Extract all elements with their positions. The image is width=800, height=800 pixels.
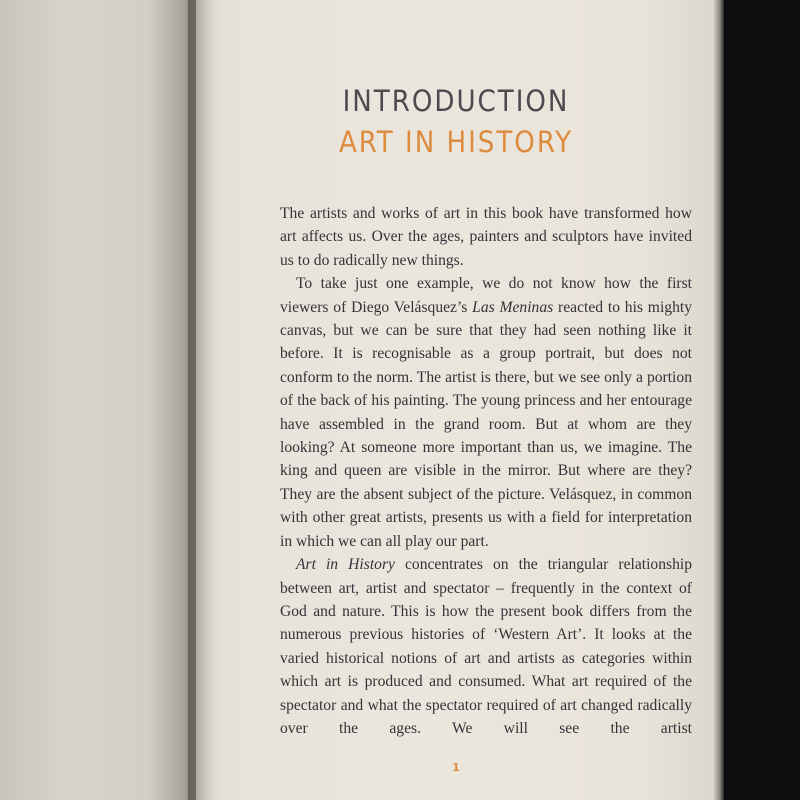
paragraph-2 — [280, 272, 692, 553]
body-text — [280, 202, 692, 740]
page-number: 1 — [452, 761, 460, 774]
paragraph-2-text-before: To take just one example, we do not know how the first viewers of Diego Velásquez’s — [280, 275, 692, 316]
left-page — [0, 0, 196, 800]
book-title: Art in History — [296, 556, 395, 574]
artwork-title: Las Meninas — [472, 298, 554, 316]
chapter-label: INTRODUCTION — [342, 84, 570, 118]
paragraph-3-text-after: concentrates on the triangular relationship between art, artist and spectator – frequently in the context of God and nature. This is how the present book differs from the numerous previous histories of ‘Western Art’. It looks at the varied historical notions of art and artists as categories within which art is produced and consumed. What art required of the spectator and what the spectator required of art changed radically over the ages. We will see the artist — [280, 556, 692, 737]
book-gutter — [188, 0, 214, 800]
paragraph-1: The artists and works of art in this book have transformed how art affects us. Over the ages, painters and sculptors have invited us to do radically new things. — [280, 205, 692, 269]
paragraph-2-text-after: reacted to his mighty canvas, but we can be sure that they had seen nothing like it before. It is recognisable as a group portrait, but does not conform to the norm. The artist is there, but we see only a portion of the back of his painting. The young princess and her entourage have assembled in the grand room. But at whom are they looking? At someone more important than us, we imagine. The king and queen are visible in the mirror. But where are they? They are the absent subject of the picture. Velásquez, in common with other great artists, presents us with a field for interpretation in which we can all play our part. — [280, 298, 692, 550]
page-edge — [714, 0, 724, 800]
right-page — [196, 0, 716, 800]
paragraph-3 — [280, 553, 692, 740]
chapter-title: ART IN HISTORY — [338, 125, 574, 159]
